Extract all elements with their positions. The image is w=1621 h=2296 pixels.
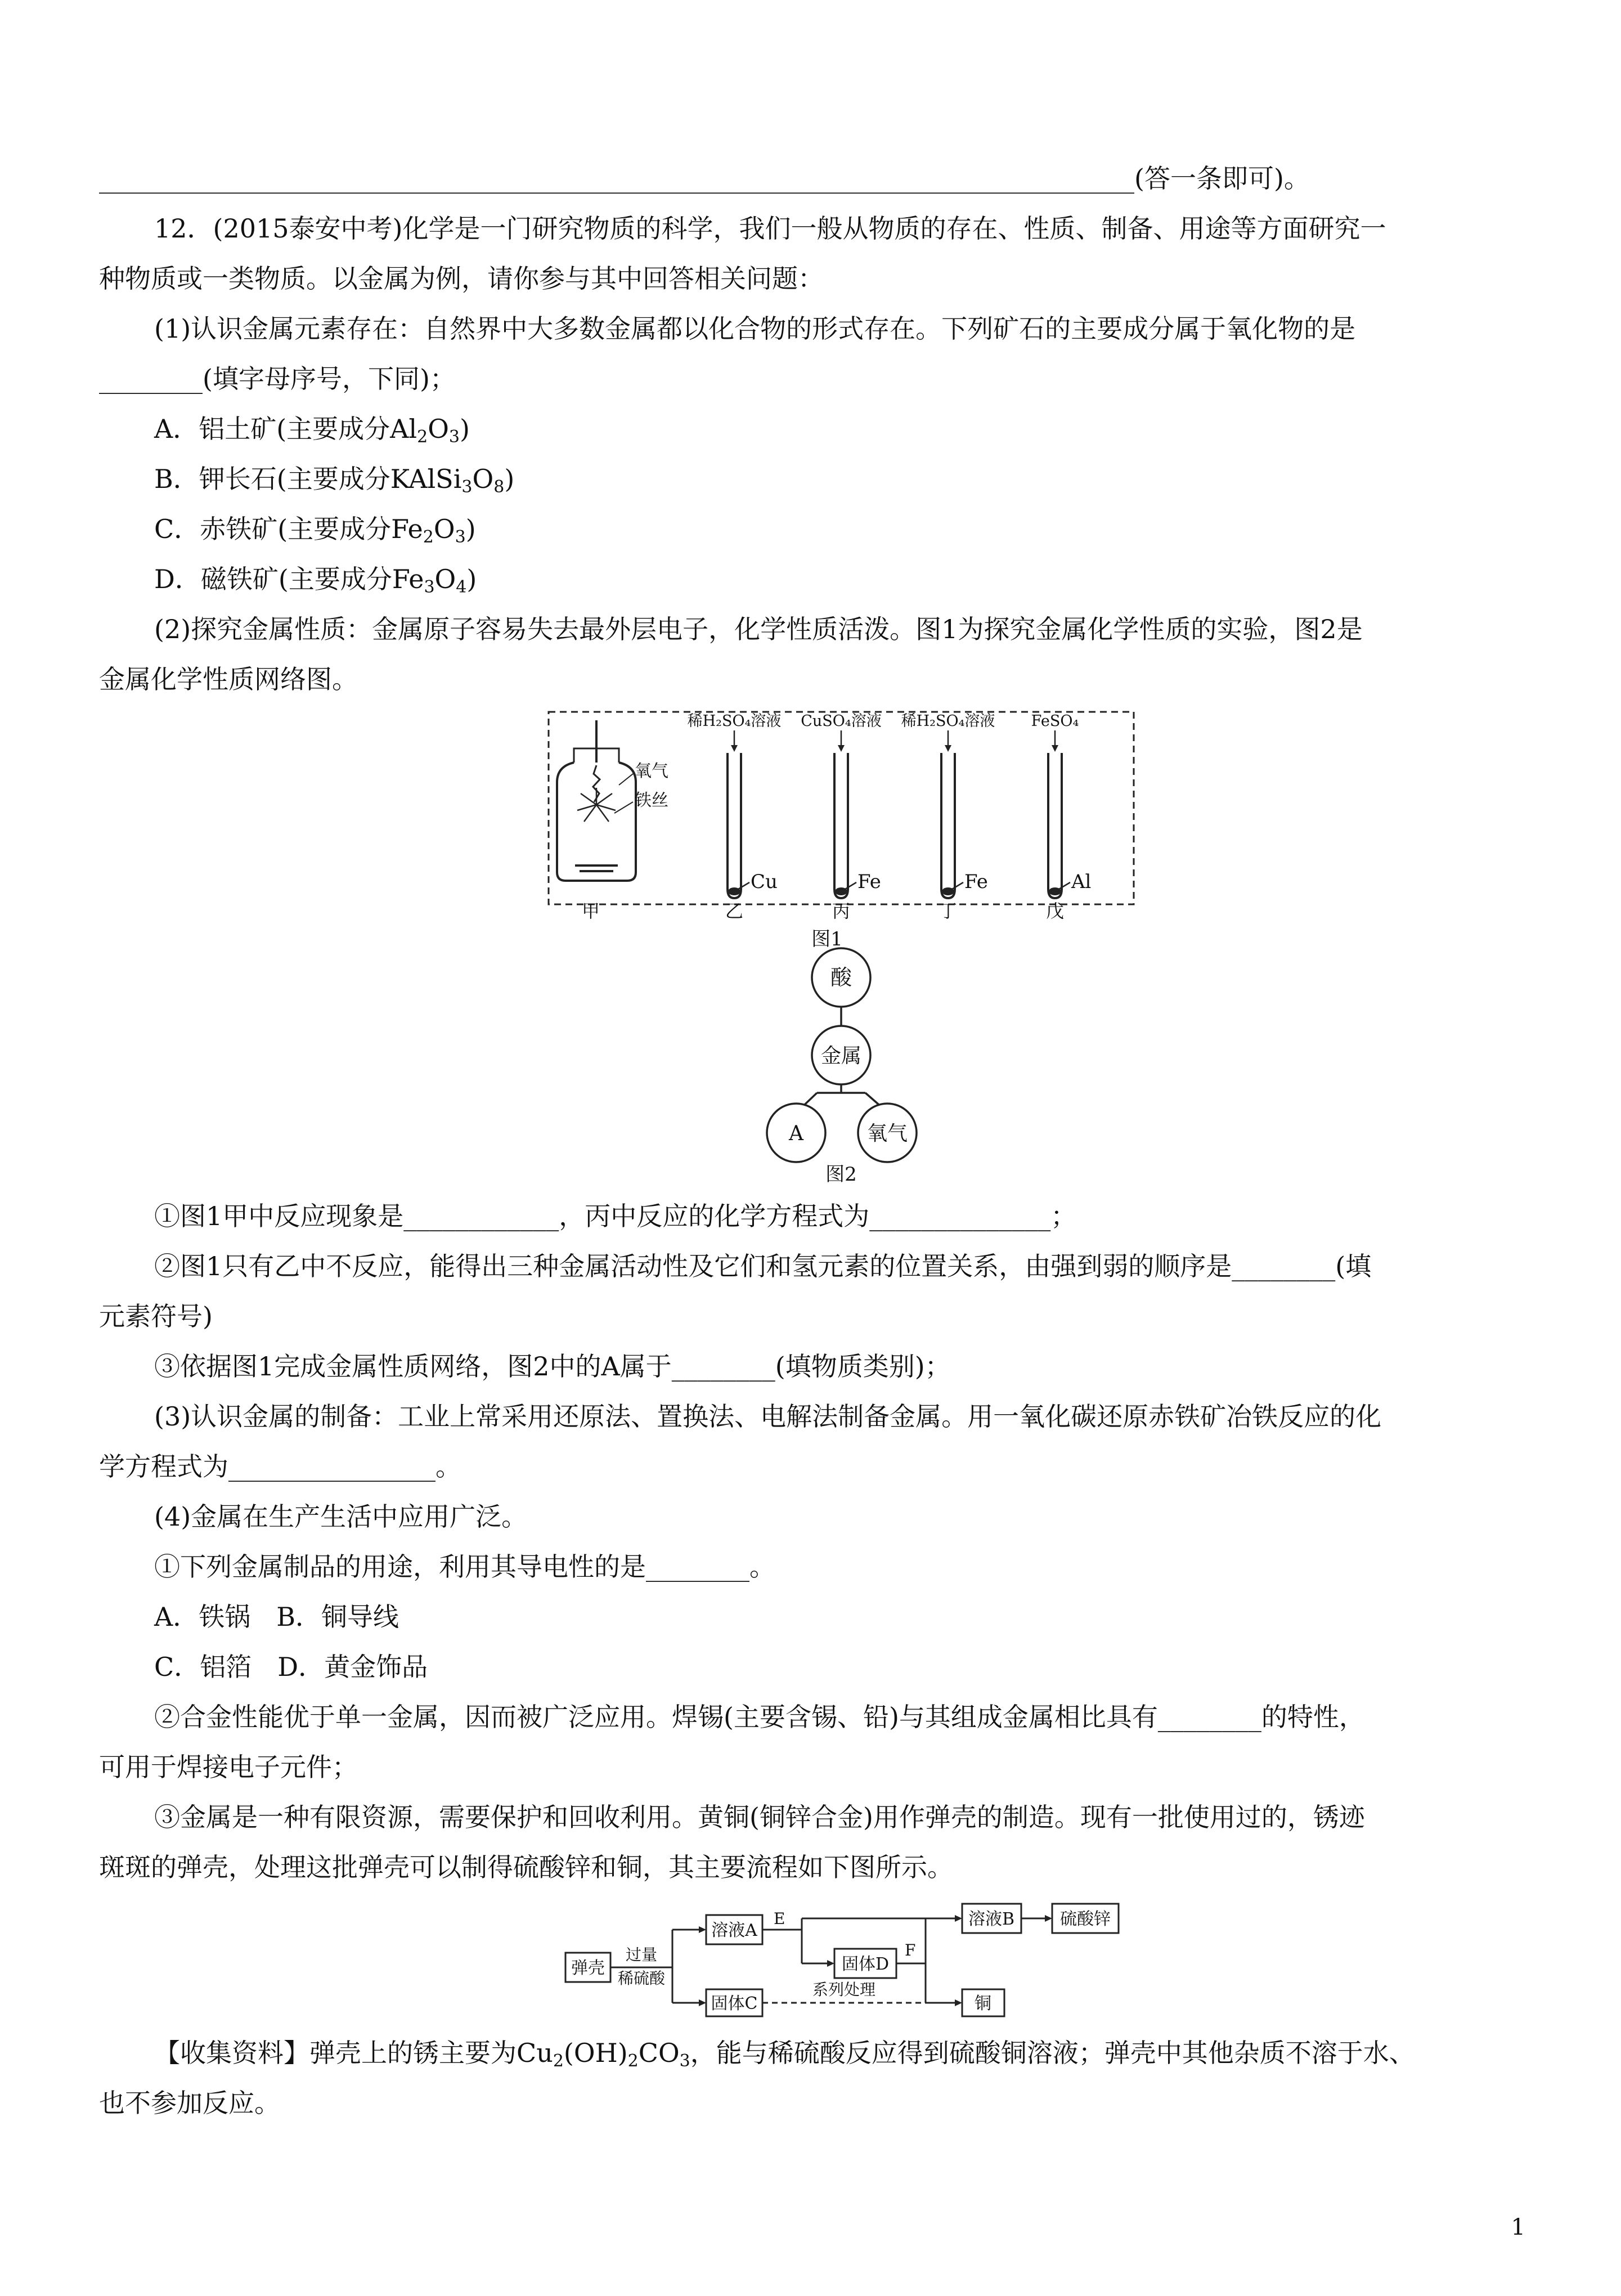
metal-label: Fe bbox=[964, 871, 988, 893]
q4-2-cont: 可用于焊接电子元件； bbox=[99, 1752, 358, 1782]
part-1-text: (1)认识金属元素存在：自然界中大多数金属都以化合物的形式存在。下列矿石的主要成分属于氧化物的是 bbox=[154, 313, 1356, 344]
flow-series: 系列处理 bbox=[812, 1980, 876, 1999]
q2-2: ②图1只有乙中不反应，能得出三种金属活动性及它们和氢元素的位置关系，由强到弱的顺序是________(填 bbox=[154, 1251, 1372, 1281]
part-4-text: (4)金属在生产生活中应用广泛。 bbox=[154, 1501, 528, 1532]
test-tube-bing bbox=[834, 753, 848, 898]
option-d: D．磁铁矿(主要成分$Fe_3O_4$) bbox=[154, 564, 477, 597]
fig1-iron-wire-label: 铁丝 bbox=[635, 791, 668, 810]
page-number: 1 bbox=[1511, 2214, 1525, 2240]
metal-label: Al bbox=[1071, 871, 1092, 893]
q4-1-options-cd: C．铝箔 D．黄金饰品 bbox=[154, 1652, 428, 1682]
answer-blank-line: ________________________________________________________________________________(答一条即可)。 bbox=[99, 163, 1310, 194]
q2-2-cont: 元素符号) bbox=[99, 1301, 213, 1331]
q2-3: ③依据图1完成金属性质网络，图2中的A属于________(填物质类别)； bbox=[154, 1351, 951, 1382]
q4-3-cont: 斑斑的弹壳，处理这批弹壳可以制得硫酸锌和铜，其主要流程如下图所示。 bbox=[99, 1852, 953, 1882]
option-b: B．钾长石(主要成分$KAlSi_3O_8$) bbox=[154, 464, 515, 497]
test-tube-yi bbox=[728, 753, 741, 898]
apparatus-label: 乙 bbox=[725, 900, 744, 922]
apparatus-label: 丁 bbox=[939, 900, 958, 922]
flow-solution-b: 溶液B bbox=[968, 1909, 1015, 1929]
q4-3: ③金属是一种有限资源，需要保护和回收利用。黄铜(铜锌合金)用作弹壳的制造。现有一批使用过的，锈迹 bbox=[154, 1802, 1365, 1832]
flow-excess: 过量 bbox=[625, 1945, 658, 1964]
question-12-intro: 12．(2015泰安中考)化学是一门研究物质的科学，我们一般从物质的存在、性质、制备、用途等方面研究一 bbox=[154, 213, 1386, 244]
oxygen-node: 氧气 bbox=[866, 1122, 908, 1145]
part-2-text: (2)探究金属性质：金属原子容易失去最外层电子，化学性质活泼。图1为探究金属化学性质的实验，图2是 bbox=[154, 614, 1363, 644]
reagent-label: 稀H₂SO₄溶液 bbox=[901, 712, 995, 730]
part-3-text-cont: 学方程式为________________。 bbox=[99, 1451, 461, 1482]
metal-label: Fe bbox=[857, 871, 881, 893]
q2-1: ①图1甲中反应现象是____________，丙中反应的化学方程式为______________； bbox=[154, 1201, 1077, 1231]
acid-node: 酸 bbox=[830, 965, 852, 990]
apparatus-label: 戊 bbox=[1045, 900, 1065, 922]
reagent-label: CuSO₄溶液 bbox=[801, 712, 882, 730]
part-2-text-cont: 金属化学性质网络图。 bbox=[99, 664, 358, 694]
collected-info: 【收集资料】弹壳上的锈主要为$Cu_2(OH)_2CO_3$，能与稀硫酸反应得到硫酸铜溶液；弹壳中其他杂质不溶于水、 bbox=[154, 2038, 1415, 2071]
question-12-intro-cont: 种物质或一类物质。以金属为例，请你参与其中回答相关问题： bbox=[99, 263, 824, 294]
metal-node: 金属 bbox=[820, 1044, 862, 1068]
flow-zinc-sulfate: 硫酸锌 bbox=[1060, 1909, 1111, 1929]
q4-1-options-ab: A．铁锅 B．铜导线 bbox=[154, 1602, 399, 1632]
part-1-blank: ________(填字母序号，下同)； bbox=[99, 364, 456, 394]
fig1-oxygen-label: 氧气 bbox=[635, 761, 668, 781]
flow-solution-a: 溶液A bbox=[711, 1921, 757, 1940]
q4-2: ②合金性能优于单一金属，因而被广泛应用。焊锡(主要含锡、铅)与其组成金属相比具有________的特性， bbox=[154, 1702, 1365, 1732]
part-3-text: (3)认识金属的制备：工业上常采用还原法、置换法、电解法制备金属。用一氧化碳还原赤铁矿冶铁反应的化 bbox=[154, 1401, 1382, 1432]
flow-solid-d: 固体D bbox=[841, 1954, 890, 1974]
a-node: A bbox=[789, 1122, 803, 1145]
option-a: A．铝土矿(主要成分$Al_2O_3$) bbox=[154, 414, 470, 447]
figure-2-caption: 图2 bbox=[825, 1163, 857, 1186]
figure-1 bbox=[540, 703, 1142, 951]
option-c: C．赤铁矿(主要成分$Fe_2O_3$) bbox=[154, 514, 476, 547]
figure-1-caption: 图1 bbox=[811, 928, 843, 950]
flow-copper: 铜 bbox=[975, 1994, 991, 2014]
reagent-label: FeSO₄ bbox=[1031, 712, 1079, 730]
flow-acid: 稀硫酸 bbox=[617, 1969, 666, 1988]
flow-diagram bbox=[563, 1899, 1131, 2017]
test-tube-ding bbox=[941, 753, 955, 898]
flow-e: E bbox=[774, 1909, 785, 1928]
gas-jar-icon bbox=[557, 720, 636, 881]
q4-1: ①下列金属制品的用途，利用其导电性的是________。 bbox=[154, 1551, 775, 1582]
reagent-label: 稀H₂SO₄溶液 bbox=[687, 712, 782, 730]
flow-f: F bbox=[905, 1941, 916, 1959]
apparatus-label: 丙 bbox=[832, 900, 851, 922]
collected-info-cont: 也不参加反应。 bbox=[99, 2088, 280, 2118]
figure-2 bbox=[748, 945, 928, 1187]
test-tube-wu bbox=[1048, 753, 1062, 898]
metal-label: Cu bbox=[751, 871, 778, 893]
flow-solid-c: 固体C bbox=[711, 1994, 758, 2014]
apparatus-label: 甲 bbox=[581, 900, 600, 922]
flow-shell: 弹壳 bbox=[571, 1958, 605, 1978]
